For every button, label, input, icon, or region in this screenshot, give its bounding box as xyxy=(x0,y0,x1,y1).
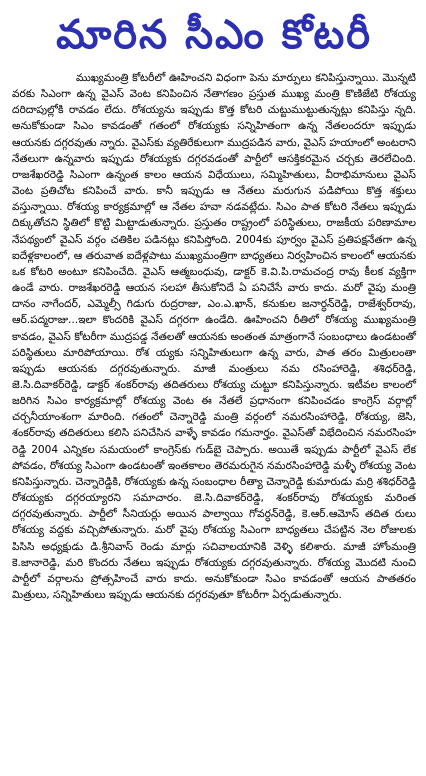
article-body xyxy=(12,70,416,603)
article-paragraph: ముఖ్యమంత్రి కోటరీలో ఊహించని విధంగా పెను మార్పులు కనిపిస్తున్నాయి. మొన్నటి వరకు సిఎంగా ఉన్న వైఎస్ వెంట కనిపించిన నేతాగణం ప్రస్తుత ముఖ్య మంత్రి కొణిజేటి రోశయ్య దరిదాపుల్లోకి రావడం లేదు. రోశయ్యను ఇప్పుడు కొత్త కోటరి చుట్టుముట్టుతున్నట్లు కనిపిస్తు న్నది. అనుకోకుండా సిఎం కావడంతో గతంలో రోశయ్యకు సన్నిహితంగా ఉన్న నేతలందరూ ఇప్పుడు ఆయనకు దగ్గరవుతు న్నారు. వైఎస్‌కు వ్యతిరేకులుగా ముద్రపడిన వారు, వైఎస్ హయాంలో అంటరాని నేతలుగా ఉన్నవారు ఇప్పుడు రోశయ్యకు దగ్గరవడంతో పార్టీలో ఆసక్తికరమైన చర్చకు తెరలేచింది. రాజశేఖరరెడ్డి సిఎంగా ఉన్నంత కాలం ఆయన విధేయులు, సమ్మిహితులు, వీరాభిమానులు వైఎస్ వెంట ప్రతిచోట కనిపించే వారు. కానీ ఇప్పుడు ఆ నేతలు మరుగున పడిపోయి కొత్త శక్తులు వస్తున్నాయి. రోశయ్య కార్యక్రమాల్లో ఆ నేతల హవా నడవట్లేదు. సిఎం పాత కోటరి నేతలు ఇప్పుడు దిక్కుతోచని స్థితిలో కొట్టి మిట్టాడుతున్నారు. ప్రస్తుతం రాష్ట్రంలో పరిస్థితులు, రాజకీయ పరిణామాల నేపథ్యంలో వైఎస్ వర్గం చతికిల పడినట్లు కనిపిస్తోంది. 2004కు పూర్వం వైఎస్ ప్రతిపక్షనేతగా ఉన్న ఐదేళ్లకాలంలో, ఆ తరువాత ఐదేళ్లపాటు ముఖ్యమంత్రిగా బాధ్యతలు నిర్వహించిన కాలంలో ఆయనకు ఒక కోటరి అంటూ కనిపించేది. వైఎస్ ఆత్మబంధువు, డాక్టర్ కె.వి.పి.రామచంద్ర రావు కీలక వ్యక్తిగా ఉండే వారు. రాజశేఖరరెడ్డి ఆయన సలహా తీసుకోనిదే ఏ పనిచేసే వారు కాదు. మరో వైపు మంత్రి దానం నాగేందర్, ఎమ్మెల్సీ గిడుగు రుద్రరాజు, ఎం.ఎ.ఖాన్, కనుకుల జనార్ధన్‌రెడ్డి, రాజేశ్వర్‌రావు, ఆర్.పద్మరాజు...ఇలా కొందరికి వైఎస్ దగ్గరగా ఉండేది. ఊహించని రీతిలో రోశయ్య ముఖ్యమంత్రి కావడం, వైఎస్ కోటరీగా ముద్రపడ్డ నేతలతో ఆయనకు అంతంత మాత్రంగానే సంబంధాలు ఉండటంతో పరిస్థితులు మారిపోయాయి. రోశ య్యకు సన్నిహితులుగా ఉన్న వారు, పాత తరం మిత్రులంతా ఇప్పుడు ఆయనకు దగ్గరవుతున్నారు. మాజీ మంత్రులు నమ రసింహారెడ్డి, శశిధర్‌రెడ్డి, జె.సి.దివాకర్‌రెడ్డి, డాక్టర్ శంకర్‌రావు తదితరులు రోశయ్య చుట్టూ కనిపిస్తున్నారు. ఇటీవల కాలంలో జరిగిన సిఎం కార్యక్రమాల్లో రోశయ్య వెంట ఈ నేతలే ప్రధానంగా కనిపించడం కాంగ్రెస్ వర్గాల్లో చర్చనీయాంశంగా మారింది. గతంలో చెన్నారెడ్డి మంత్రి వర్గంలో నమరసింహారెడ్డి, రోశయ్య, జెసి, శంకర్‌రావు తదితరులు కలిసి పనిచేసిన వాళ్ళే కావడం గమనార్హం. వైఎస్‌తో విభేదించిన నమరసింహ రెడ్డి 2004 ఎన్నికల సమయంలో కాంగ్రెస్‌కు గుడ్‌బై చెప్పారు. అయితే ఇప్పుడు పార్టీలో వైఎస్ లేక పోవడం, రోశయ్య సిఎంగా ఉండటంతో ఇంతకాలం తెరమరుగైన నమరసింహారెడ్డి మళ్ళీ రోశయ్య వెంట కనిపిస్తున్నారు. చెన్నారెడ్డికి, రోశయ్యకు ఉన్న సంబంధాల రీత్యా చెన్నారెడ్డి కుమారుడు మర్రి శశిధర్‌రెడ్డి రోశయ్యకు దగ్గరయ్యారని సమాచారం. జె.సి.దివాకర్‌రెడ్డి, శంకర్‌రావు రోశయ్యకు మరింత దగ్గరవుతున్నారు. పార్టీలో సీనియర్లు అయిన పాల్వాయి గోవర్ధన్‌రెడ్డి, కె.ఆర్.ఆమోస్ తదిత రులు రోశయ్య వద్దకు వచ్చిపోతున్నారు. మరో వైపు రోశయ్య సిఎంగా బాధ్యతలు చేపట్టిన నెల రోజులకు పిసిసి అధ్యక్షుడు డి.శ్రీనివాస్ రెండు మార్లు సచివాలయానికి వెళ్ళి కలిశారు. మాజీ హోంమంత్రి కె.జానారెడ్డి, మరి కొందరు నేతలు ఇప్పుడు రోశయ్యకు దగ్గరవుతున్నారు. రోశయ్య మొదటి నుంచి పార్టీలో వర్గాలను ప్రోత్సహించే వారు కాదు. అనుకోకుండా సిఎం కావడంతో ఆయన పాతతరం మిత్రులు, సన్నిహితులు ఇప్పుడు ఆయనకు దగ్గరవుతూ కోటరీగా ఏర్పడుతున్నారు. xyxy=(12,72,416,601)
headline: మారిన సీఎం కోటరీ xyxy=(56,12,372,58)
